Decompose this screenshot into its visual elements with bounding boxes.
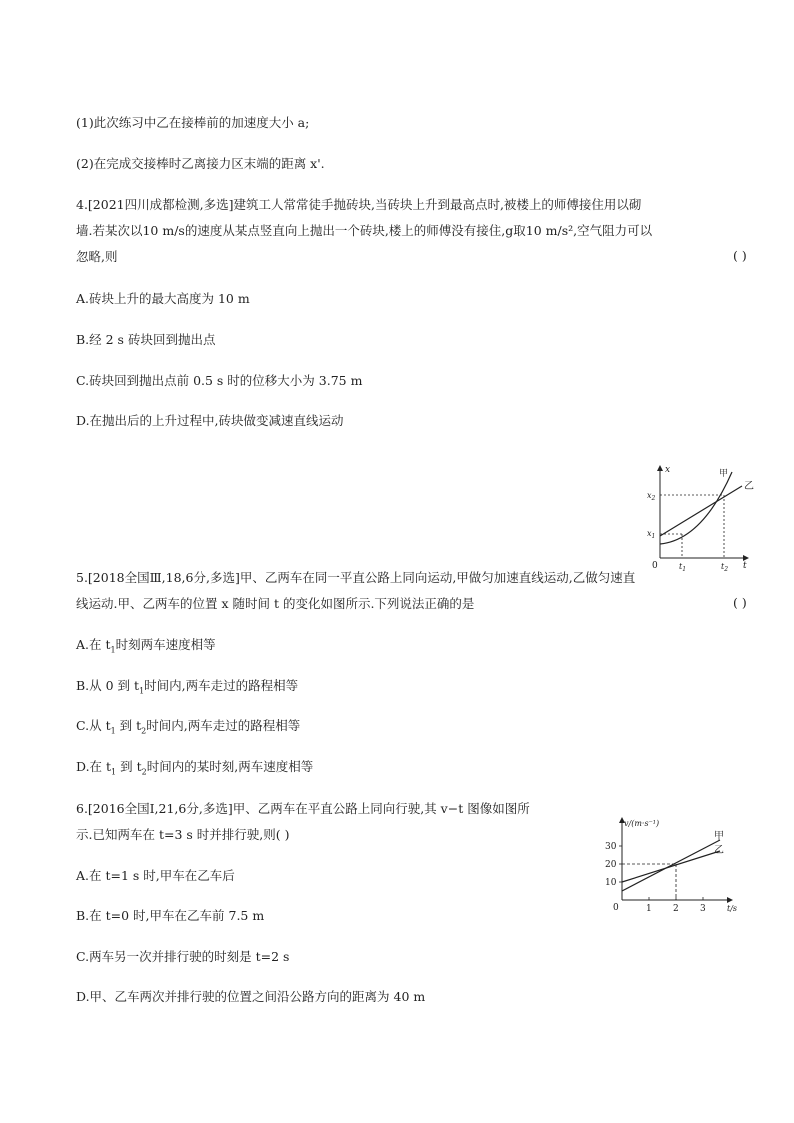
q6-x-axis-label: t/s: [727, 904, 738, 913]
q6-y-axis-label: v/(m·s⁻¹): [624, 819, 660, 828]
q6-option-b: B.在 t=0 时,甲车在乙车前 7.5 m: [76, 908, 265, 923]
q5-curve-jia: [660, 472, 732, 544]
q6-x-tick-1: 1: [646, 904, 652, 914]
q4-option-a: A.砖块上升的最大高度为 10 m: [76, 291, 250, 306]
q5-x2-label: $x_2$: [647, 491, 656, 502]
q4-stem-line1: 4.[2021四川成都检测,多选]建筑工人常常徒手抛砖块,当砖块上升到最高点时,被楼上的师傅接住用以砌: [76, 197, 642, 212]
q5-y-axis-label: x: [665, 465, 671, 475]
q5-option-a: A.在 $t_1$时刻两车速度相等: [76, 637, 216, 655]
q5-label-jia: 甲: [719, 469, 729, 479]
q5-xt-graph: [640, 462, 760, 574]
q6-x-tick-3: 3: [700, 904, 706, 914]
q6-vt-graph: [596, 812, 746, 916]
q4-answer-bracket: ( ): [733, 248, 747, 263]
q5-origin-label: 0: [652, 561, 658, 571]
q6-origin-label: 0: [613, 903, 619, 913]
q5-x-axis-label: t: [743, 561, 747, 571]
q6-y-tick-10: 10: [605, 878, 617, 888]
q6-line-yi: [622, 851, 720, 882]
q5-option-c: C.从 $t_1$ 到 $t_2$时间内,两车走过的路程相等: [76, 718, 301, 736]
q3-part1: (1)此次练习中乙在接棒前的加速度大小 a;: [76, 115, 310, 130]
q3-part2: (2)在完成交接棒时乙离接力区末端的距离 x'.: [76, 156, 325, 171]
q4-option-c: C.砖块回到抛出点前 0.5 s 时的位移大小为 3.75 m: [76, 373, 363, 388]
q4-stem-line2: 墙.若某次以10 m/s的速度从某点竖直向上抛出一个砖块,楼上的师傅没有接住,g取10 m/s²,空气阻力可以: [76, 223, 653, 238]
q5-option-b: B.从 0 到 $t_1$时间内,两车走过的路程相等: [76, 678, 299, 696]
q5-x1-label: $x_1$: [647, 529, 656, 540]
q6-label-jia: 甲: [714, 831, 724, 842]
q5-line-yi: [660, 486, 742, 536]
q6-x-tick-2: 2: [673, 904, 679, 914]
q6-stem-line2: 示.已知两车在 t=3 s 时并排行驶,则( ): [76, 827, 290, 842]
q4-option-d: D.在抛出后的上升过程中,砖块做变减速直线运动: [76, 413, 344, 428]
q5-t2-label: $t_2$: [721, 562, 729, 573]
q6-y-tick-30: 30: [605, 842, 617, 852]
q6-option-d: D.甲、乙车两次并排行驶的位置之间沿公路方向的距离为 40 m: [76, 989, 426, 1004]
q4-option-b: B.经 2 s 砖块回到抛出点: [76, 332, 216, 347]
q5-option-d: D.在 $t_1$ 到 $t_2$时间内的某时刻,两车速度相等: [76, 759, 314, 777]
q6-label-yi: 乙: [714, 845, 724, 856]
q5-answer-bracket: ( ): [733, 595, 747, 610]
q6-option-c: C.两车另一次并排行驶的时刻是 t=2 s: [76, 949, 290, 964]
q5-t1-label: $t_1$: [679, 562, 687, 573]
q6-line-jia: [622, 840, 720, 891]
q5-stem-line1: 5.[2018全国Ⅲ,18,6分,多选]甲、乙两车在同一平直公路上同向运动,甲做匀加速直线运动,乙做匀速直: [76, 570, 636, 585]
q6-option-a: A.在 t=1 s 时,甲车在乙车后: [76, 868, 235, 883]
q5-label-yi: 乙: [744, 481, 754, 492]
q4-stem-line3: 忽略,则: [76, 249, 118, 264]
q5-stem-line2: 线运动.甲、乙两车的位置 x 随时间 t 的变化如图所示.下列说法正确的是: [76, 596, 475, 611]
q6-stem-line1: 6.[2016全国Ⅰ,21,6分,多选]甲、乙两车在平直公路上同向行驶,其 v−t 图像如图所: [76, 801, 530, 816]
q6-y-tick-20: 20: [605, 860, 617, 870]
